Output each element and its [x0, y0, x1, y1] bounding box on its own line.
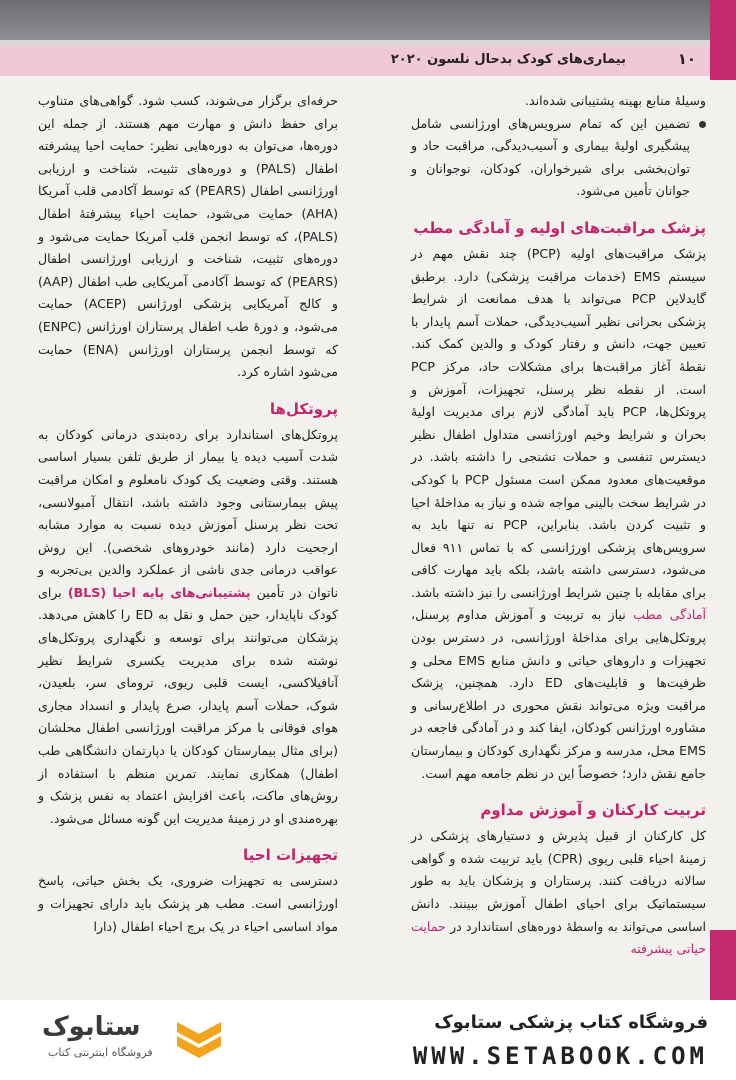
section-heading-pcp: پزشک مراقبت‌های اولیه و آمادگی مطب — [413, 218, 706, 237]
logo-text: ستابوک — [42, 1012, 141, 1042]
running-header — [0, 46, 736, 76]
left-column — [38, 90, 338, 938]
store-url[interactable]: WWW.SETABOOK.COM — [412, 1042, 708, 1070]
page-number: ۱۰ — [677, 50, 696, 68]
section-equipment-body: دسترسی به تجهیزات ضروری، یک بخش حیاتی، پاسخ اورژانسی است. مطب هر پزشک باید دارای تجهیزات و مواد اساسی احیاء در یک برچ احیاء اطفال (دارا — [38, 873, 338, 934]
logo-subtitle: فروشگاه اینترنتی کتاب — [48, 1046, 153, 1059]
section-pcp-text-b: نیاز به تربیت و آموزش مداوم پرسنل، پروتکل‌هایی برای مداخلهٔ اورژانسی، در دسترس بودن تجهیزات و داروهای حیاتی و دانش منابع EMS محلی و ظرفیت‌ها و قابلیت‌های ED دارد. همچنین، پزشک مراقبت ویژه می‌تواند نقش محوری در اطلاع‌رسانی و مشاوره اورژانس کودکان، ایفا کند و در آمادگی فاجعه در EMS محل، مدرسه و مرکز نگهداری کودکان و بیمارستان جامع نقش دارد؛ خصوصاً این در نظم جامعه مهم است. — [411, 607, 707, 781]
section-pcp-text-a: پزشک مراقبت‌های اولیه (PCP) چند نقش مهم در سیستم EMS (خدمات مراقبت پزشکی) دارد. برطبق گایدلاین PCP می‌تواند با هدف ممانعت از شرایط پزشکی بحرانی نظیر آسیب‌دیدگی، حملات آسم پایدار با تعیین جهت، دانش و رفتار کودک و والدین کمک کند. نقطهٔ آغاز مراقبت‌ها برای مشکلات حاد، مرکز PCP است. از نقطه نظر پرسنل، تجهیزات، آموزش و پروتکل‌ها، PCP باید آمادگی لازم برای مدیریت اولیهٔ بحران و شرایط وخیم اورژانسی متداول اطفال نظیر دیسترس تنفسی و حملات تشنجی را داشته باشد. در موقعیت‌های معدود ممکن است مسئول PCP با کودکی در شرایط سخت بالینی مواجه شده و نیاز به مداخلهٔ احیا و تثبیت کردن باشد. بنابراین، PCP نه تنها باید به سرویس‌های پزشکی اورژانسی که با تماس ۹۱۱ فعال می‌شود، دسترسی داشته باشد، بلکه باید مهارت کافی برای مقابله با چنین شرایط اورژانسی را نیز داشته باشد. — [411, 245, 707, 600]
store-name: فروشگاه کتاب پزشکی ستابوک — [434, 1012, 708, 1033]
chapter-tab — [710, 0, 736, 80]
bullet-item: تضمین این که تمام سرویس‌های اورژانسی شامل پیشگیری اولیهٔ بیماری و آسیب‌دیدگی، مراقبت حاد و توان‌بخشی برای شیرخواران، کودکان، نوجوانان و جوانان تأمین می‌شود. — [411, 113, 706, 203]
section-pcp-body — [411, 243, 706, 785]
section-heading-protocols: پروتکل‌ها — [269, 399, 338, 418]
running-title: بیماری‌های کودک بدحال نلسون ۲۰۲۰ — [390, 52, 626, 67]
top-gray-band — [0, 0, 736, 40]
section-training-body — [411, 825, 706, 961]
section-heading-equipment: تجهیزات احیا — [243, 846, 338, 865]
section-protocols-text-b: برای کودک ناپایدار، حین حمل و نقل به ED را کاهش می‌دهد. پزشکان می‌توانند برای توسعه و نگهداری پروتکل‌های نوشته شده برای مدیریت یکسری شرایط نظیر آنافیلاکسی، ایست قلبی ریوی، ترومای سر، بلعیدن، شوک، حملات آسم پایدار، صرع پایدار و انسداد مجاری هوای فوقانی با مرکز مراقبت اورژانسی اطفال محلشان (برای مثال بیمارستان کودکان یا دپارتمان دانشگاهی طب اطفال) همکاری نمایند. تمرین منظم با استفاده از روش‌های ماکت، باعث افزایش اعتماد به نفس پزشک و بهره‌مندی او در زمینهٔ مدیریت این گونه مسائل می‌شود. — [38, 584, 338, 826]
office-readiness-highlight: آمادگی مطب — [633, 607, 706, 623]
bls-highlight: پشتیبانی‌های پایه احیا (BLS) — [67, 584, 251, 600]
store-logo — [20, 1010, 230, 1072]
section-protocols-text-a: پروتکل‌های استاندارد برای رده‌بندی درمانی کودکان به شدت آسیب دیده یا بیمار از طریق تلفن بسیار اساسی هستند. وقتی وضعیت یک کودک نامعلوم و امکان مراقبت پیش بیمارستانی وجود داشته باشد، انتقال آمبولانسی، تحت نظر پرسنل آموزش دیده نسبت به موارد مشابه ارجحیت دارد (مانند خودروهای شخصی). این روش عواقب درمانی جدی ناشی از عملکرد والدین بی‌تجربه و ناتوان در تأمین — [38, 426, 338, 600]
advanced-support-highlight: حمایت حیاتی پیشرفته — [411, 918, 706, 957]
bullet-list — [411, 113, 706, 203]
section-heading-training: تربیت کارکنان و آموزش مداوم — [480, 801, 706, 820]
chapter-tab-bottom — [710, 930, 736, 1000]
section-training-text: کل کارکنان از قبیل پذیرش و دستیارهای پزشکی در زمینهٔ احیاء قلبی ریوی (CPR) باید تربیت شده و گواهی سالانه دریافت کنند. پرستاران و پزشکان باید به طور سیستماتیک برای احیای اطفال آموزش ببینند. دانش اساسی می‌تواند به واسطهٔ دوره‌های استاندارد در — [411, 828, 706, 934]
intro-line: وسیلهٔ منابع بهینه پشتیبانی شده‌اند. — [525, 93, 706, 108]
section-protocols-body — [38, 424, 338, 831]
right-column — [411, 90, 706, 961]
store-footer — [0, 1000, 736, 1080]
book-chevron-icon — [175, 1016, 223, 1066]
courses-paragraph: حرفه‌ای برگزار می‌شوند، کسب شود. گواهی‌های متناوب برای حفظ دانش و مهارت مهم هستند. از جمله این دوره‌ها، می‌توان به دوره‌هایی نظیر: حمایت احیا پیشرفته اطفال (PALS) و دوره‌های تثبیت، شناخت و ارزیابی اورژانسی اطفال (PEARS) که توسط آکادمی قلب آمریکا (AHA) حمایت می‌شود، حمایت احیاء پیشرفتهٔ اطفال (PALS)، که توسط انجمن قلب آمریکا حمایت می‌شود و دوره‌های تثبیت، شناخت و ارزیابی اورژانسی اطفال (PEARS) که توسط آکادمی آمریکایی طب اطفال (AAP) و کالج آمریکایی پزشکی اورژانس (ACEP) حمایت می‌شود، و دورهٔ طب اطفال پرستاران اورژانس (ENPC) که توسط انجمن پرستاران اورژانس (ENA) حمایت می‌شود اشاره کرد. — [38, 93, 338, 380]
